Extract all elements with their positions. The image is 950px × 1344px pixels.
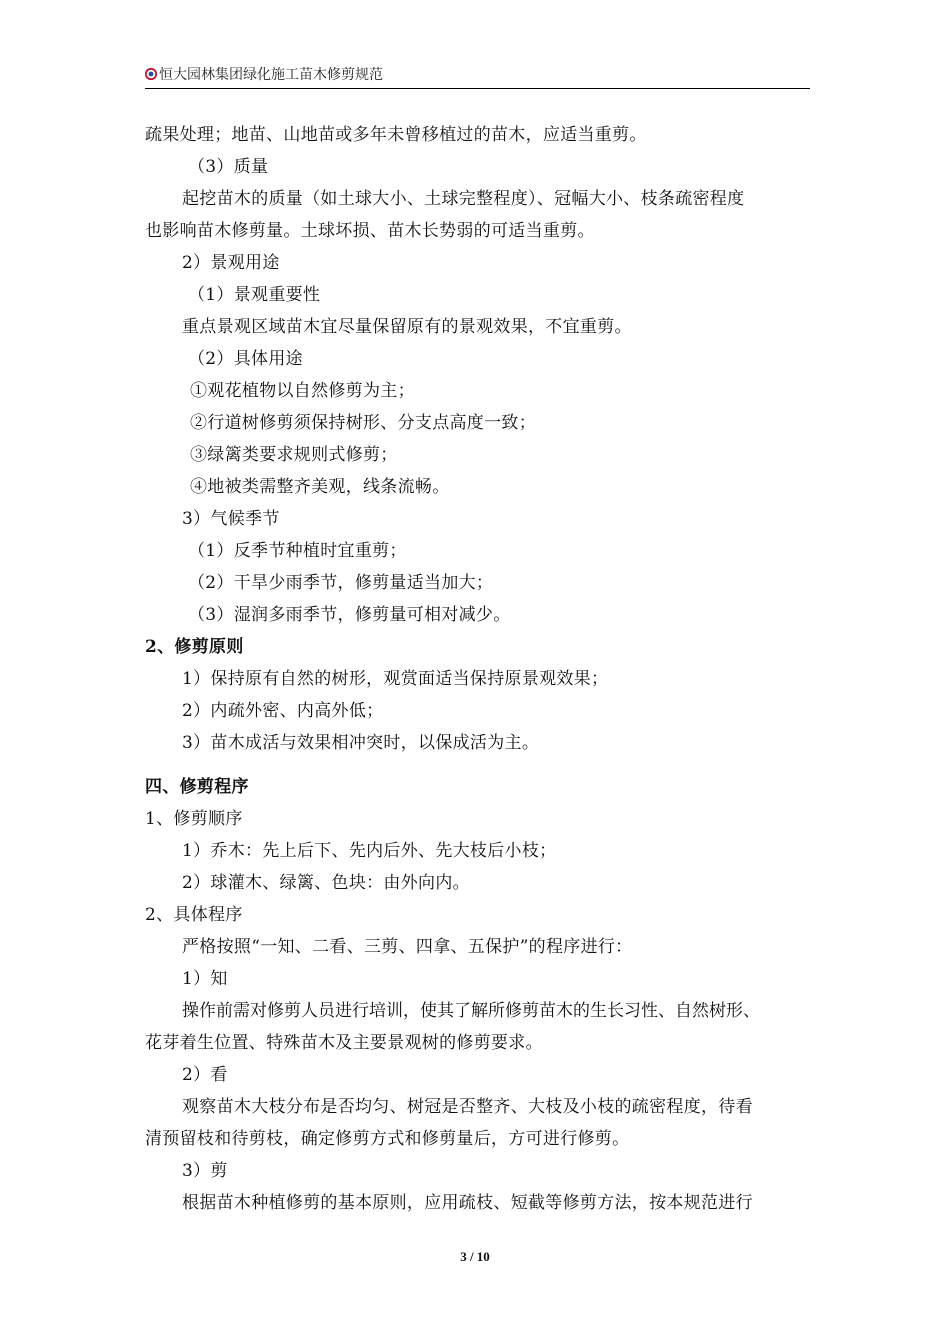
text-line: 疏果处理；地苗、山地苗或多年未曾移植过的苗木，应适当重剪。 bbox=[145, 125, 647, 145]
list-item: ③绿篱类要求规则式修剪； bbox=[190, 445, 398, 465]
page-number: 3 / 10 bbox=[460, 1249, 490, 1264]
sub-heading: （2）具体用途 bbox=[188, 349, 303, 369]
section-heading: 1、修剪顺序 bbox=[145, 809, 243, 829]
list-item: ①观花植物以自然修剪为主； bbox=[190, 381, 415, 401]
list-item: （3）湿润多雨季节，修剪量可相对减少。 bbox=[188, 605, 511, 625]
list-item: （2）干旱少雨季节，修剪量适当加大； bbox=[188, 573, 494, 593]
list-item: 2）球灌木、绿篱、色块：由外向内。 bbox=[182, 873, 470, 893]
list-item: 2）内疏外密、内高外低； bbox=[182, 701, 384, 721]
sub-heading: （1）景观重要性 bbox=[188, 285, 321, 305]
text-line: 操作前需对修剪人员进行培训，使其了解所修剪苗木的生长习性、自然树形、 bbox=[182, 1001, 760, 1021]
sub-heading: （3）质量 bbox=[188, 157, 269, 177]
list-item: 1）乔木：先上后下、先内后外、先大枝后小枝； bbox=[182, 841, 557, 861]
page-header bbox=[145, 64, 810, 89]
section-heading: 2、具体程序 bbox=[145, 905, 243, 925]
chapter-heading: 四、修剪程序 bbox=[145, 777, 249, 797]
list-item: （1）反季节种植时宜重剪； bbox=[188, 541, 407, 561]
sub-heading: 2）看 bbox=[182, 1065, 228, 1085]
text-line: 起挖苗木的质量（如土球大小、土球完整程度）、冠幅大小、枝条疏密程度 bbox=[182, 189, 745, 209]
list-item: ②行道树修剪须保持树形、分支点高度一致； bbox=[190, 413, 536, 433]
text-line: 重点景观区域苗木宜尽量保留原有的景观效果，不宜重剪。 bbox=[182, 317, 632, 337]
list-item: 1）保持原有自然的树形，观赏面适当保持原景观效果； bbox=[182, 669, 609, 689]
sub-heading: 3）气候季节 bbox=[182, 509, 280, 529]
company-logo-icon bbox=[145, 68, 157, 80]
sub-heading: 1）知 bbox=[182, 969, 228, 989]
text-line: 观察苗木大枝分布是否均匀、树冠是否整齐、大枝及小枝的疏密程度，待看 bbox=[182, 1097, 753, 1117]
list-item: 3）苗木成活与效果相冲突时，以保成活为主。 bbox=[182, 733, 540, 753]
text-line: 严格按照“一知、二看、三剪、四拿、五保护”的程序进行： bbox=[182, 937, 633, 957]
text-line: 根据苗木种植修剪的基本原则，应用疏枝、短截等修剪方法，按本规范进行 bbox=[182, 1193, 753, 1213]
sub-heading: 3）剪 bbox=[182, 1161, 228, 1181]
header-title: 恒大园林集团绿化施工苗木修剪规范 bbox=[159, 67, 383, 83]
text-line: 清预留枝和待剪枝，确定修剪方式和修剪量后，方可进行修剪。 bbox=[145, 1129, 630, 1149]
text-line: 也影响苗木修剪量。土球坏损、苗木长势弱的可适当重剪。 bbox=[145, 221, 595, 241]
list-item: ④地被类需整齐美观，线条流畅。 bbox=[190, 477, 450, 497]
text-line: 花芽着生位置、特殊苗木及主要景观树的修剪要求。 bbox=[145, 1033, 543, 1053]
section-heading: 2、修剪原则 bbox=[145, 637, 244, 657]
sub-heading: 2）景观用途 bbox=[182, 253, 280, 273]
